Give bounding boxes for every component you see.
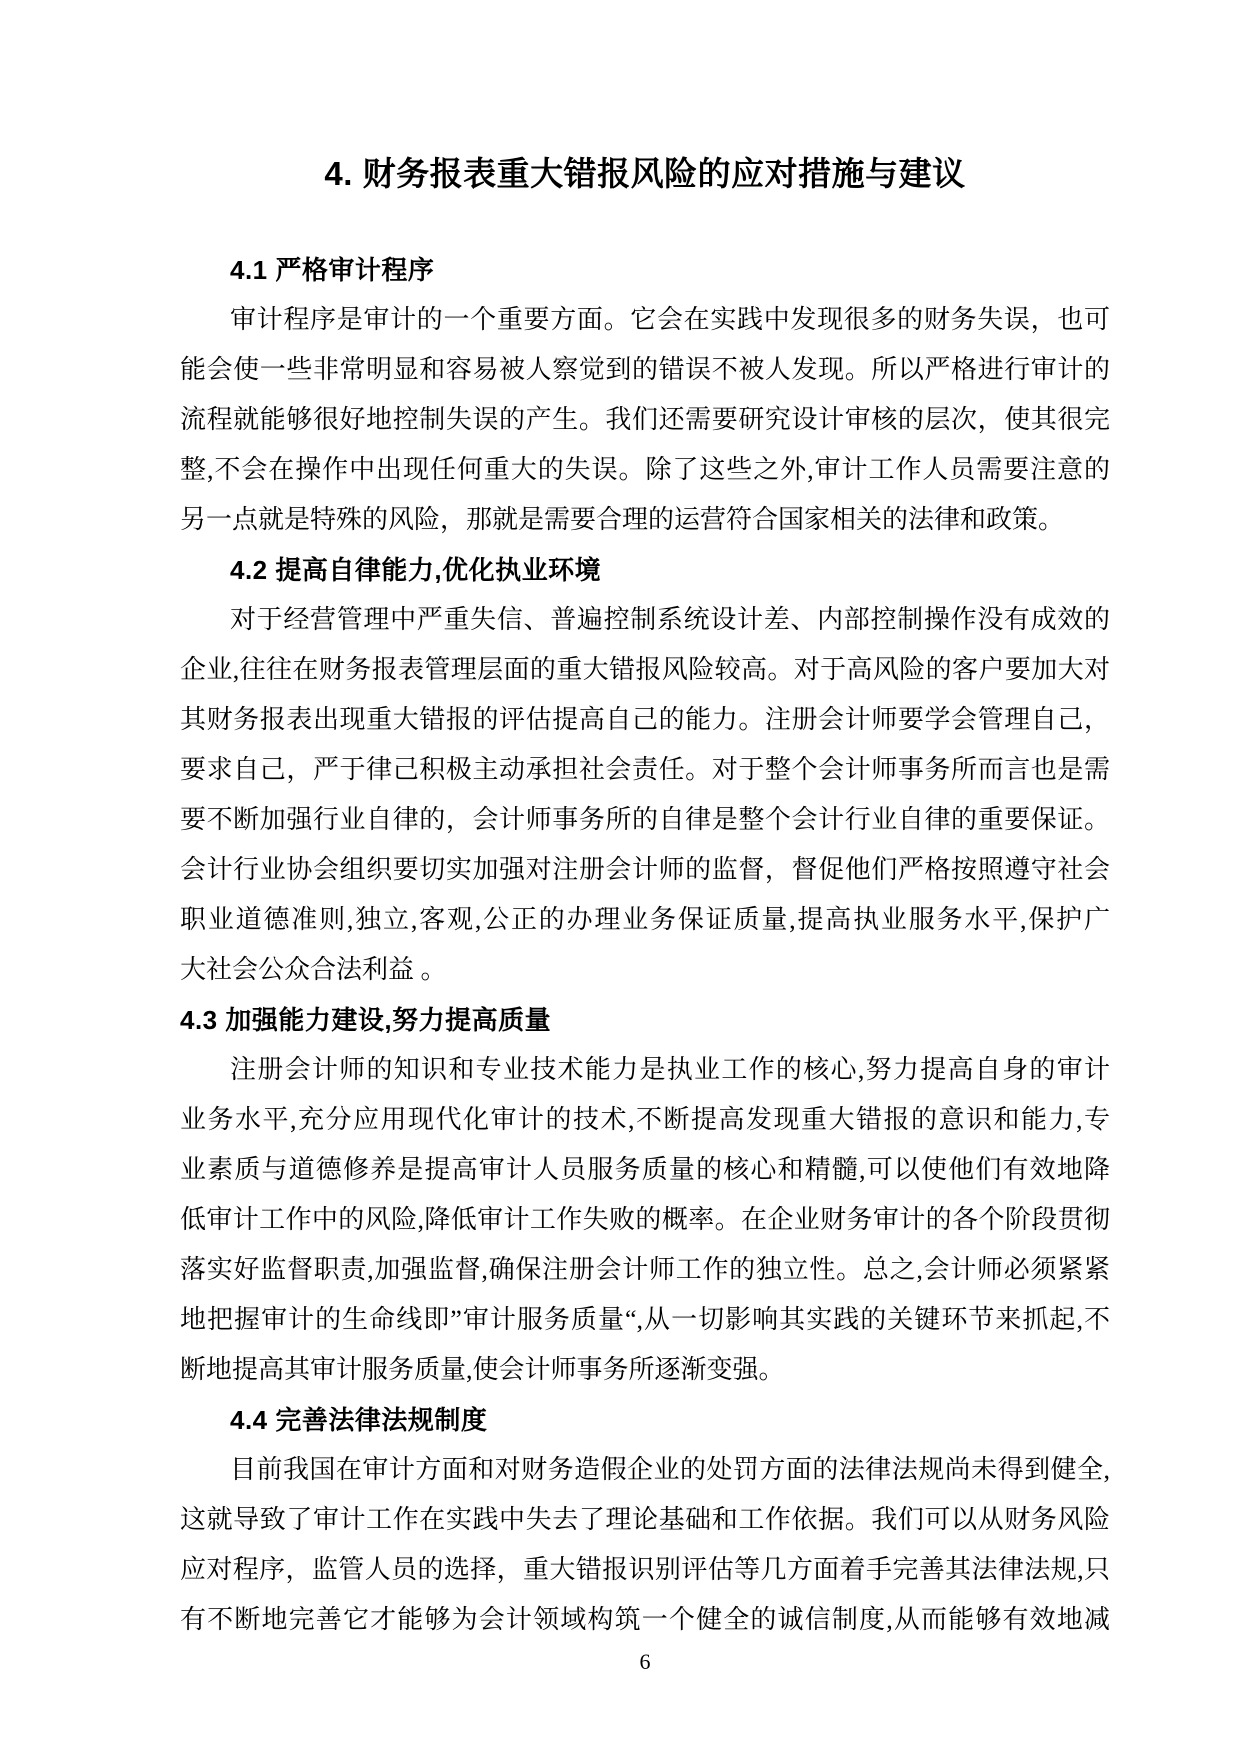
page-number: 6: [639, 1649, 651, 1674]
body-line: 审计程序是审计的一个重要方面。它会在实践中发现很多的财务失误，也可: [230, 305, 1110, 334]
heading-4-2: 4.2 提高自律能力,优化执业环境: [230, 555, 602, 585]
body-line: 注册会计师的知识和专业技术能力是执业工作的核心,努力提高自身的审计: [230, 1055, 1110, 1084]
body-line: 应对程序，监管人员的选择，重大错报识别评估等几方面着手完善其法律法规,只: [180, 1555, 1110, 1584]
body-line: 要求自己，严于律己积极主动承担社会责任。对于整个会计师事务所而言也是需: [180, 755, 1110, 784]
body-line: 断地提高其审计服务质量,使会计师事务所逐渐变强。: [180, 1355, 785, 1384]
body-line: 要不断加强行业自律的，会计师事务所的自律是整个会计行业自律的重要保证。: [180, 805, 1110, 834]
body-line: 对于经营管理中严重失信、普遍控制系统设计差、内部控制操作没有成效的: [230, 605, 1110, 634]
body-line: 其财务报表出现重大错报的评估提高自己的能力。注册会计师要学会管理自己，: [180, 705, 1110, 734]
document-body: [180, 245, 1110, 1645]
body-line: 有不断地完善它才能够为会计领域构筑一个健全的诚信制度,从而能够有效地减: [180, 1605, 1110, 1634]
body-line: 整,不会在操作中出现任何重大的失误。除了这些之外,审计工作人员需要注意的: [180, 455, 1110, 484]
body-line: 职业道德准则,独立,客观,公正的办理业务保证质量,提高执业服务水平,保护广: [180, 905, 1110, 934]
heading-4-4: 4.4 完善法律法规制度: [230, 1405, 488, 1435]
heading-4-1: 4.1 严格审计程序: [230, 255, 435, 285]
body-line: 流程就能够很好地控制失误的产生。我们还需要研究设计审核的层次，使其很完: [180, 405, 1110, 434]
page-title: 4. 财务报表重大错报风险的应对措施与建议: [324, 155, 966, 192]
body-line: 这就导致了审计工作在实践中失去了理论基础和工作依据。我们可以从财务风险: [180, 1505, 1110, 1534]
body-line: 目前我国在审计方面和对财务造假企业的处罚方面的法律法规尚未得到健全,: [230, 1455, 1110, 1484]
body-line: 另一点就是特殊的风险，那就是需要合理的运营符合国家相关的法律和政策。: [180, 505, 1065, 534]
body-line: 业务水平,充分应用现代化审计的技术,不断提高发现重大错报的意识和能力,专: [180, 1105, 1110, 1134]
body-line: 业素质与道德修养是提高审计人员服务质量的核心和精髓,可以使他们有效地降: [180, 1155, 1110, 1184]
body-line: 大社会公众合法利益 。: [180, 955, 447, 984]
body-line: 会计行业协会组织要切实加强对注册会计师的监督，督促他们严格按照遵守社会: [180, 855, 1110, 884]
body-line: 能会使一些非常明显和容易被人察觉到的错误不被人发现。所以严格进行审计的: [180, 355, 1110, 384]
body-line: 低审计工作中的风险,降低审计工作失败的概率。在企业财务审计的各个阶段贯彻: [180, 1205, 1110, 1234]
heading-4-3: 4.3 加强能力建设,努力提高质量: [180, 1005, 552, 1035]
body-line: 落实好监督职责,加强监督,确保注册会计师工作的独立性。总之,会计师必须紧紧: [180, 1255, 1110, 1284]
body-line: 地把握审计的生命线即”审计服务质量“,从一切影响其实践的关键环节来抓起,不: [180, 1305, 1110, 1334]
body-line: 企业,往往在财务报表管理层面的重大错报风险较高。对于高风险的客户要加大对: [180, 655, 1110, 684]
